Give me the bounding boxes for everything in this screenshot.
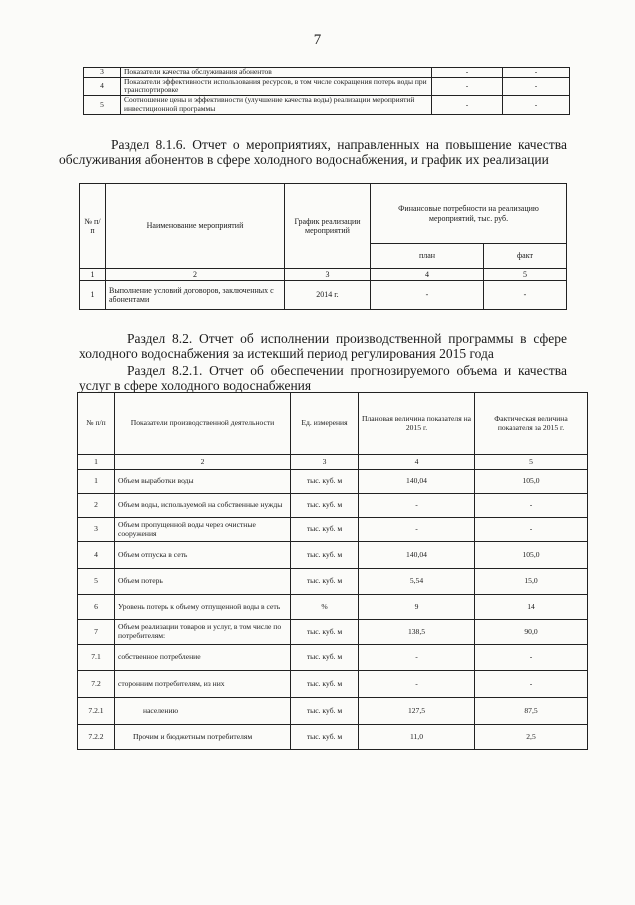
row-plan: 11,0 (359, 725, 475, 750)
table-row (78, 698, 588, 725)
row-unit: тыс. куб. м (291, 569, 359, 595)
row-number: 7.2.2 (78, 725, 115, 750)
row-fact: - (475, 518, 588, 542)
row-plan: - (359, 671, 475, 698)
table-row (78, 518, 588, 542)
row-name: Уровень потерь к объему отпущенной воды в сеть (115, 595, 291, 620)
row-unit: тыс. куб. м (291, 518, 359, 542)
row-number: 7.1 (78, 645, 115, 671)
table-row (78, 620, 588, 645)
row-unit: тыс. куб. м (291, 542, 359, 569)
row-plan: 127,5 (359, 698, 475, 725)
column-number: 4 (359, 455, 475, 470)
section-8-2-1-heading: Раздел 8.2.1. Отчет об обеспечении прогнозируемого объема и качества услуг в сфере холодного водоснабжения (79, 363, 567, 393)
row-number: 4 (84, 77, 121, 95)
row-plan: - (371, 281, 484, 310)
row-number: 3 (84, 68, 121, 78)
column-number: 2 (106, 269, 285, 281)
table-row (78, 569, 588, 595)
row-fact: - (475, 671, 588, 698)
row-number: 7.2 (78, 671, 115, 698)
header-finance: Финансовые потребности на реализацию мероприятий, тыс. руб. (371, 184, 567, 244)
indicators-table (83, 67, 570, 115)
row-plan: 140,04 (359, 470, 475, 494)
row-value: - (432, 95, 503, 114)
row-number: 6 (78, 595, 115, 620)
column-number-row (80, 269, 567, 281)
page-number: 7 (313, 32, 322, 48)
row-number: 7 (78, 620, 115, 645)
row-fact: 87,5 (475, 698, 588, 725)
column-number: 5 (484, 269, 567, 281)
row-plan: - (359, 518, 475, 542)
row-name: сторонним потребителям, из них (115, 671, 291, 698)
column-number: 3 (291, 455, 359, 470)
row-name: Объем потерь (115, 569, 291, 595)
row-fact: 105,0 (475, 470, 588, 494)
row-fact: - (484, 281, 567, 310)
section-8-1-6-heading: Раздел 8.1.6. Отчет о мероприятиях, направленных на повышение качества обслуживания абонентов в сфере холодного водоснабжения, и график их реализации (59, 137, 567, 167)
row-plan: - (359, 645, 475, 671)
header-schedule: График реализации мероприятий (285, 184, 371, 269)
row-name: Показатели эффективности использования ресурсов, в том числе сокращения потерь воды при транспортировке (121, 77, 432, 95)
row-fact: - (475, 645, 588, 671)
section-8-2-heading: Раздел 8.2. Отчет об исполнении производственной программы в сфере холодного водоснабжения за истекший период регулирования 2015 года (79, 331, 567, 361)
row-unit: тыс. куб. м (291, 725, 359, 750)
column-number: 4 (371, 269, 484, 281)
header-number: № п/п (80, 184, 106, 269)
row-number: 7.2.1 (78, 698, 115, 725)
row-name: Показатели качества обслуживания абонентов (121, 68, 432, 78)
row-number: 4 (78, 542, 115, 569)
row-number: 5 (78, 569, 115, 595)
row-name: Соотношение цены и эффективности (улучшение качества воды) реализации мероприятий инвестиционной программы (121, 95, 432, 114)
header-fact: факт (484, 244, 567, 269)
table-row (78, 595, 588, 620)
production-table (77, 392, 588, 750)
row-schedule: 2014 г. (285, 281, 371, 310)
row-fact: 14 (475, 595, 588, 620)
row-unit: тыс. куб. м (291, 494, 359, 518)
table-row (84, 68, 570, 78)
row-number: 1 (78, 470, 115, 494)
row-fact: - (475, 494, 588, 518)
row-name: Объем воды, используемой на собственные нужды (115, 494, 291, 518)
row-value: - (503, 95, 570, 114)
header-fact: Фактическая величина показателя за 2015 г. (475, 393, 588, 455)
row-name: населению (115, 698, 291, 725)
row-name: Объем реализации товаров и услуг, в том числе по потребителям: (115, 620, 291, 645)
row-plan: 140,04 (359, 542, 475, 569)
row-name: Выполнение условий договоров, заключенных с абонентами (106, 281, 285, 310)
row-name: Прочим и бюджетным потребителям (115, 725, 291, 750)
row-number: 1 (80, 281, 106, 310)
header-plan: Плановая величина показателя на 2015 г. (359, 393, 475, 455)
table-row (78, 542, 588, 569)
row-name: Объем отпуска в сеть (115, 542, 291, 569)
row-fact: 15,0 (475, 569, 588, 595)
column-number: 2 (115, 455, 291, 470)
table-row (78, 671, 588, 698)
row-unit: % (291, 595, 359, 620)
table-row (78, 470, 588, 494)
header-measure-name: Наименование мероприятий (106, 184, 285, 269)
row-fact: 90,0 (475, 620, 588, 645)
header-indicator: Показатели производственной деятельности (115, 393, 291, 455)
row-plan: - (359, 494, 475, 518)
row-value: - (503, 77, 570, 95)
row-plan: 5,54 (359, 569, 475, 595)
column-number: 1 (78, 455, 115, 470)
table-row (84, 77, 570, 95)
row-name: собственное потребление (115, 645, 291, 671)
row-value: - (432, 68, 503, 78)
row-unit: тыс. куб. м (291, 698, 359, 725)
table-row (80, 281, 567, 310)
column-number: 5 (475, 455, 588, 470)
row-number: 2 (78, 494, 115, 518)
table-row (78, 645, 588, 671)
table-row (84, 95, 570, 114)
row-unit: тыс. куб. м (291, 671, 359, 698)
table-row (78, 494, 588, 518)
row-unit: тыс. куб. м (291, 470, 359, 494)
header-plan: план (371, 244, 484, 269)
column-number: 1 (80, 269, 106, 281)
row-name: Объем выработки воды (115, 470, 291, 494)
row-value: - (432, 77, 503, 95)
column-number-row (78, 455, 588, 470)
row-fact: 2,5 (475, 725, 588, 750)
row-unit: тыс. куб. м (291, 620, 359, 645)
row-name: Объем пропущенной воды через очистные сооружения (115, 518, 291, 542)
row-number: 3 (78, 518, 115, 542)
table-row (78, 725, 588, 750)
header-number: № п/п (78, 393, 115, 455)
row-value: - (503, 68, 570, 78)
row-plan: 9 (359, 595, 475, 620)
row-plan: 138,5 (359, 620, 475, 645)
measures-table (79, 183, 567, 310)
row-unit: тыс. куб. м (291, 645, 359, 671)
row-number: 5 (84, 95, 121, 114)
column-number: 3 (285, 269, 371, 281)
header-unit: Ед. измерения (291, 393, 359, 455)
row-fact: 105,0 (475, 542, 588, 569)
